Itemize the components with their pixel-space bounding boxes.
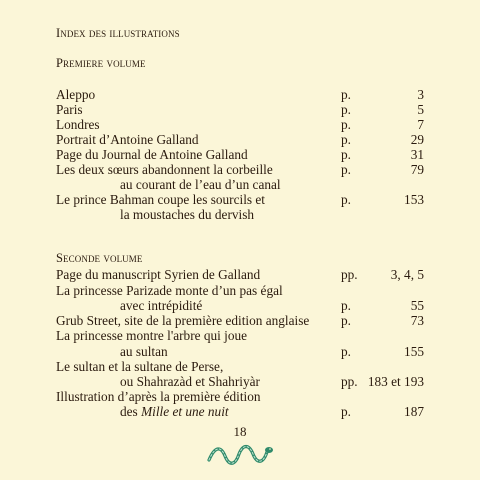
serpent-ornament-icon bbox=[205, 440, 275, 468]
page-number-ref: 73 bbox=[410, 313, 424, 328]
list-item bbox=[56, 162, 424, 177]
index-title: Index des illustrations bbox=[56, 26, 180, 40]
entry-title: La princesse montre l'arbre qui joue bbox=[56, 328, 248, 343]
entry-title: Aleppo bbox=[56, 87, 96, 102]
entry-title-continued: ou Shahrazàd et Shahriyàr bbox=[120, 374, 260, 389]
list-item-continuation bbox=[56, 344, 424, 359]
list-item bbox=[56, 117, 424, 132]
page-number-ref: 155 bbox=[404, 344, 424, 359]
list-item-continuation bbox=[56, 374, 424, 389]
list-item-continuation bbox=[56, 177, 424, 192]
entry-title: Les deux sœurs abandonnent la corbeille bbox=[56, 162, 273, 177]
entry-title: Illustration d’après la première édition bbox=[56, 389, 261, 404]
list-item bbox=[56, 192, 424, 207]
entry-title-continued: la moustaches du dervish bbox=[120, 207, 255, 222]
page-number-ref: 5 bbox=[417, 102, 424, 117]
page-number-ref: 79 bbox=[410, 162, 424, 177]
volume2-heading: Seconde volume bbox=[56, 251, 143, 265]
list-item bbox=[56, 102, 424, 117]
entry-title: Page du Journal de Antoine Galland bbox=[56, 147, 248, 162]
book-title: Mille et une nuit bbox=[141, 404, 229, 419]
list-item bbox=[56, 87, 424, 102]
page-number: 18 bbox=[233, 424, 247, 439]
entry-title-continued bbox=[120, 404, 229, 419]
list-item bbox=[56, 328, 424, 343]
page-number-ref: 7 bbox=[417, 117, 424, 132]
page-number-ref: 3 bbox=[417, 87, 424, 102]
entry-title-continued: au sultan bbox=[120, 344, 168, 359]
entry-title: Le prince Bahman coupe les sourcils et bbox=[56, 192, 265, 207]
page-label: pp. bbox=[341, 267, 358, 282]
entry-title: La princesse Parizade monte d’un pas égal bbox=[56, 283, 283, 298]
page-label: p. bbox=[341, 344, 351, 359]
entry-title: Portrait d’Antoine Galland bbox=[56, 132, 199, 147]
page-number-ref: 183 et 193 bbox=[367, 374, 424, 389]
volume1-heading: Premiere volume bbox=[56, 56, 146, 70]
list-item-continuation bbox=[56, 298, 424, 313]
entry-title-continued: au courant de l’eau d’un canal bbox=[120, 177, 281, 192]
list-item bbox=[56, 359, 424, 374]
page-number-ref: 153 bbox=[404, 192, 424, 207]
list-item bbox=[56, 313, 424, 328]
page-number-ref: 29 bbox=[410, 132, 424, 147]
page-number-ref: 31 bbox=[410, 147, 424, 162]
list-item-continuation bbox=[56, 404, 424, 419]
page-label: p. bbox=[341, 102, 351, 117]
page-label: p. bbox=[341, 147, 351, 162]
entry-title: Paris bbox=[56, 102, 83, 117]
page-label: p. bbox=[341, 298, 351, 313]
page-label: p. bbox=[341, 162, 351, 177]
list-item bbox=[56, 147, 424, 162]
entry-title: Grub Street, site de la première edition anglaise bbox=[56, 313, 310, 328]
entry-title: Le sultan et la sultane de Perse, bbox=[56, 359, 224, 374]
list-item bbox=[56, 389, 424, 404]
list-item bbox=[56, 283, 424, 298]
page-label: pp. bbox=[341, 374, 358, 389]
list-item bbox=[56, 132, 424, 147]
page-number-ref: 187 bbox=[404, 404, 424, 419]
list-item-continuation bbox=[56, 207, 424, 222]
page-label: p. bbox=[341, 313, 351, 328]
page-label: p. bbox=[341, 132, 351, 147]
page-label: p. bbox=[341, 87, 351, 102]
page-number-ref: 3, 4, 5 bbox=[390, 267, 424, 282]
entry-title: Londres bbox=[56, 117, 100, 132]
page-label: p. bbox=[341, 404, 351, 419]
page-number-ref: 55 bbox=[410, 298, 424, 313]
page-label: p. bbox=[341, 117, 351, 132]
entry-title-continued: avec intrépidité bbox=[120, 298, 203, 313]
entry-title: Page du manuscript Syrien de Galland bbox=[56, 267, 261, 282]
entry-title-prefix: des bbox=[120, 404, 142, 419]
page-label: p. bbox=[341, 192, 351, 207]
list-item bbox=[56, 267, 424, 282]
